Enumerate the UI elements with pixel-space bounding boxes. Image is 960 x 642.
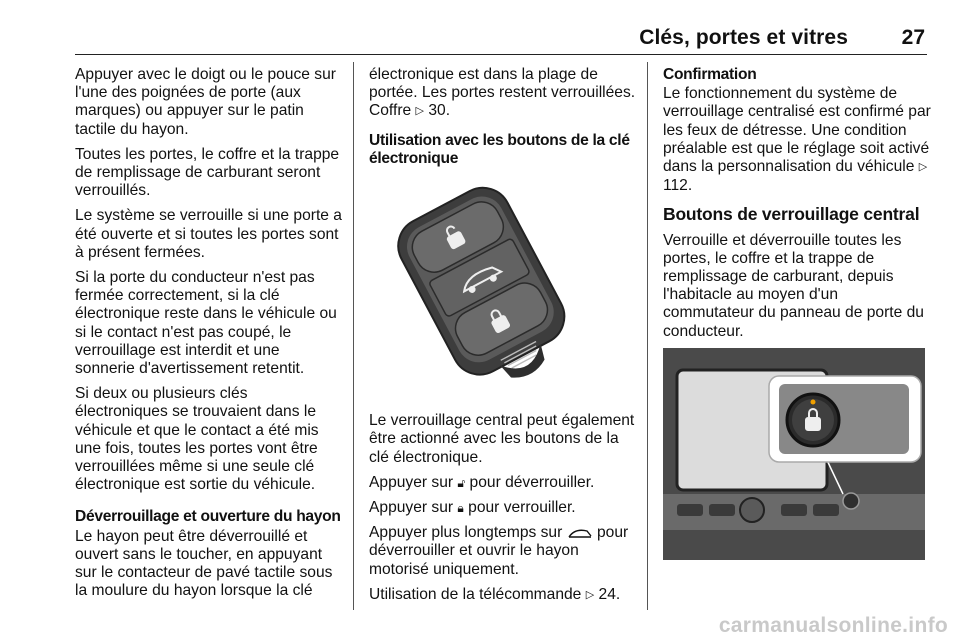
subheading: Utilisation avec les boutons de la clé électronique <box>369 131 630 167</box>
paragraph: Si la porte du conducteur n'est pas fermée correctement, si la clé électronique reste dans le véhicule ou si le contact n'est pas coupé, le verrouillage est interdit et une sonnerie d'avertissement retentit. <box>75 269 337 378</box>
column-right <box>663 66 931 577</box>
paragraph: Verrouille et déverrouille toutes les portes, le coffre et la trappe de remplissage de carburant, depuis l'habitacle au moyen d'un commutateur du panneau de porte du conducteur. <box>663 231 924 340</box>
paragraph: Le système se verrouille si une porte a été ouverte et si toutes les portes sont à présent fermées. <box>75 207 342 261</box>
paragraph: Si deux ou plusieurs clés électroniques se trouvaient dans le véhicule et que le contact a été mis une fois, toutes les portes vont être verrouillées même si une seule clé électronique est sortie du véhicule. <box>75 385 319 494</box>
watermark: carmanualsonline.info <box>718 614 948 637</box>
subheading: Déverrouillage et ouverture du hayon <box>75 508 341 526</box>
central-lock-button-image <box>663 348 925 560</box>
page-ref-icon: ▷ <box>585 588 595 601</box>
paragraph: Appuyer avec le doigt ou le pouce sur l'une des poignées de porte (aux marques) ou appuyer sur le patin tactile du hayon. <box>75 66 336 138</box>
paragraph: Toutes les portes, le coffre et la trappe de remplissage de carburant seront verrouillés. <box>75 145 340 200</box>
lock-symbol-icon: 🔒︎ <box>457 501 464 516</box>
paragraph: Appuyer sur 🔓︎ pour déverrouiller. <box>369 473 595 491</box>
paragraph: électronique est dans la plage de portée. Les portes restent verrouillées. Coffre ▷ 30. <box>369 66 636 120</box>
paragraph: Le hayon peut être déverrouillé et ouvert sans le toucher, en appuyant sur le contacteur de pavé tactile sous la moulure du hayon lorsque la clé <box>75 527 333 600</box>
column-middle <box>369 66 637 612</box>
page-number: 27 <box>901 26 925 49</box>
paragraph: Appuyer plus longtemps sur pour déverrouiller et ouvrir le hayon motorisé uniquement. <box>369 524 629 578</box>
page-ref-link[interactable]: 112. <box>663 177 693 195</box>
door-panel-illustration <box>663 348 931 565</box>
page-ref-icon: ▷ <box>415 105 424 118</box>
page-ref-link[interactable]: 30. <box>428 102 451 120</box>
page-header <box>0 0 960 56</box>
section-heading: Boutons de verrouillage central <box>663 204 920 225</box>
header-rule <box>75 54 927 55</box>
subheading: Confirmation <box>663 66 757 83</box>
unlock-symbol-icon: 🔓︎ <box>457 475 466 490</box>
column-divider <box>647 62 648 610</box>
tailgate-symbol-icon <box>567 527 593 539</box>
page-ref-link[interactable]: 24. <box>598 585 621 603</box>
paragraph: Le verrouillage central peut également être actionné avec les boutons de la clé électronique. <box>369 412 635 466</box>
key-fob-illustration <box>369 175 637 400</box>
paragraph: Appuyer sur 🔒︎ pour verrouiller. <box>369 499 576 517</box>
page-ref-icon: ▷ <box>918 161 928 174</box>
key-fob-image <box>369 175 631 395</box>
section-title: Clés, portes et vitres <box>639 26 848 49</box>
paragraph: Le fonctionnement du système de verrouillage centralisé est confirmé par les feux de détresse. Une condition préalable est que le réglage soit activé dans la personnalisation du véhicule ▷ 112. <box>663 85 931 195</box>
column-divider <box>353 62 354 610</box>
paragraph: Utilisation de la télécommande ▷ 24. <box>369 585 621 603</box>
column-left <box>75 66 343 607</box>
